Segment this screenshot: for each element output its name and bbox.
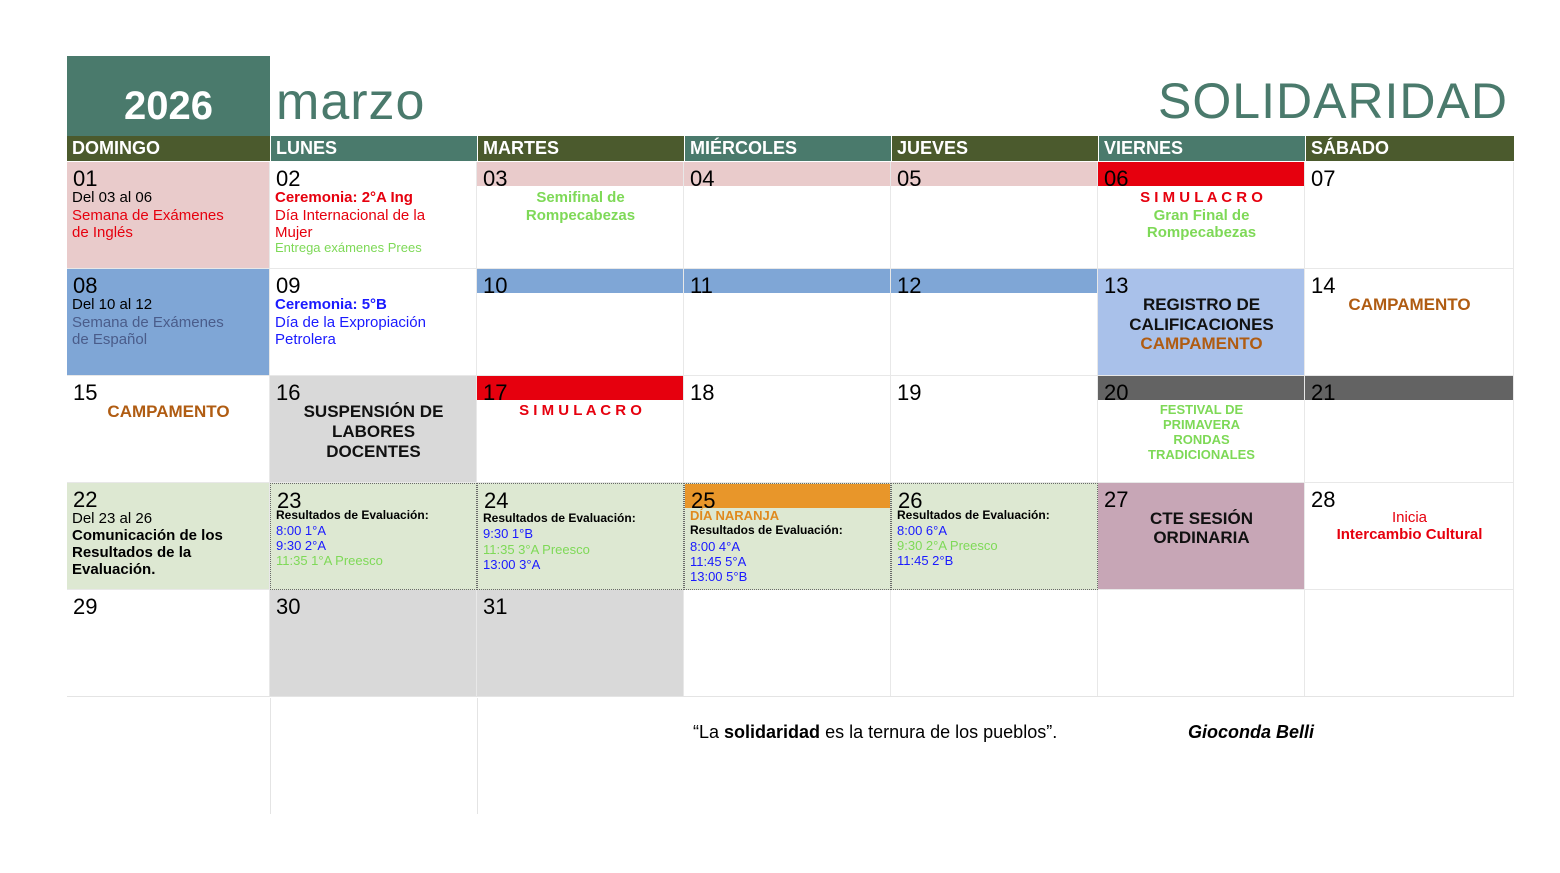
day-cell-07[interactable]: [1305, 162, 1514, 269]
day-cell-05[interactable]: [891, 162, 1098, 269]
day-cell-24[interactable]: [477, 483, 684, 590]
day-header-lunes: LUNES: [271, 136, 477, 161]
cell-text: CAMPAMENTO: [1140, 334, 1263, 353]
day-number: 02: [276, 166, 301, 191]
cell-text: Semana de Exámenes: [72, 314, 224, 331]
day-number: 04: [690, 166, 715, 191]
day-cell-31[interactable]: [477, 590, 684, 697]
empty-cell: [684, 590, 891, 697]
day-cell-13[interactable]: [1098, 269, 1305, 376]
quote-open: “La: [693, 722, 725, 742]
cell-text: DOCENTES: [326, 442, 421, 461]
cell-text: 13:00 5°B: [690, 569, 748, 584]
quote-rest: es la ternura de los pueblos”.: [820, 722, 1058, 742]
day-cell-29[interactable]: [67, 590, 270, 697]
day-number: 30: [276, 594, 301, 619]
cell-text: 9:30 1°B: [483, 526, 534, 541]
cell-text: Semana de Exámenes: [72, 207, 224, 224]
day-number: 22: [73, 487, 98, 512]
notes-divider: [270, 698, 271, 814]
cell-text: Día Internacional de la: [275, 207, 426, 224]
day-cell-09[interactable]: [270, 269, 477, 376]
month-title: marzo: [276, 73, 426, 131]
quote: [693, 722, 1057, 743]
day-header-miercoles: MIÉRCOLES: [685, 136, 891, 161]
day-number: 26: [898, 488, 923, 513]
cell-text: 11:35 3°A Preesco: [483, 542, 590, 557]
day-number: 25: [691, 488, 716, 513]
day-cell-15[interactable]: [67, 376, 270, 483]
cell-text: Resultados de Evaluación:: [897, 508, 1050, 522]
day-number: 29: [73, 594, 98, 619]
day-cell-01[interactable]: [67, 162, 270, 269]
notes-divider: [477, 698, 478, 814]
cell-text: Resultados de Evaluación:: [690, 523, 843, 537]
day-cell-14[interactable]: [1305, 269, 1514, 376]
day-cell-23[interactable]: [270, 483, 477, 590]
cell-text: Ceremonia: 2°A Ing: [275, 189, 413, 206]
cell-text: Del 10 al 12: [72, 296, 153, 313]
cell-text: de Español: [72, 331, 148, 348]
day-cell-28[interactable]: [1305, 483, 1514, 590]
day-number: 23: [277, 488, 302, 513]
day-number: 20: [1104, 380, 1129, 405]
cell-text: Rompecabezas: [525, 207, 636, 224]
cell-text: Mujer: [275, 224, 313, 241]
day-number: 06: [1104, 166, 1129, 191]
day-number: 12: [897, 273, 922, 298]
day-number: 15: [73, 380, 98, 405]
quote-author: Gioconda Belli: [1188, 722, 1315, 742]
day-header-viernes: VIERNES: [1099, 136, 1305, 161]
empty-cell: [1098, 590, 1305, 697]
cell-text: CTE SESIÓN: [1150, 509, 1253, 528]
day-number: 05: [897, 166, 922, 191]
day-cell-18[interactable]: [684, 376, 891, 483]
day-cell-11[interactable]: [684, 269, 891, 376]
cell-text: de Inglés: [72, 224, 133, 241]
theme-title: SOLIDARIDAD: [1158, 73, 1508, 129]
cell-text: Rompecabezas: [1146, 224, 1257, 241]
cell-text: Ceremonia: 5°B: [275, 296, 387, 313]
day-header-domingo: DOMINGO: [67, 136, 270, 161]
cell-text: Resultados de la: [72, 544, 192, 561]
quote-bold: solidaridad: [724, 722, 821, 742]
day-number: 13: [1104, 273, 1129, 298]
cell-text: Del 23 al 26: [72, 510, 153, 527]
cell-text: 8:00 6°A: [897, 523, 948, 538]
cell-text: Semifinal de: [536, 189, 625, 206]
day-cell-03[interactable]: [477, 162, 684, 269]
day-number: 27: [1104, 487, 1129, 512]
cell-text: Entrega exámenes Prees: [275, 240, 422, 255]
day-cell-16[interactable]: [270, 376, 477, 483]
cell-text: RONDAS: [1173, 432, 1230, 447]
cell-text: 11:35 1°A Preesco: [276, 553, 383, 568]
cell-text: Intercambio Cultural: [1336, 526, 1483, 543]
cell-text: 8:00 4°A: [690, 539, 741, 554]
day-cell-08[interactable]: [67, 269, 270, 376]
day-number: 28: [1311, 487, 1336, 512]
day-cell-21[interactable]: [1305, 376, 1514, 483]
day-number: 09: [276, 273, 301, 298]
cell-text: S I M U L A C R O: [1140, 189, 1263, 206]
cell-text: CAMPAMENTO: [1348, 295, 1471, 314]
cell-text: CAMPAMENTO: [107, 402, 230, 421]
cell-text: Evaluación.: [72, 561, 156, 578]
cell-text: Gran Final de: [1153, 207, 1250, 224]
cell-text: CALIFICACIONES: [1129, 315, 1274, 334]
cell-text: TRADICIONALES: [1148, 447, 1255, 462]
day-cell-17[interactable]: [477, 376, 684, 483]
cell-text: Inicia: [1391, 509, 1428, 526]
cell-text: SUSPENSIÓN DE: [303, 402, 444, 421]
day-cell-12[interactable]: [891, 269, 1098, 376]
cell-text: S I M U L A C R O: [519, 402, 642, 419]
day-number: 14: [1311, 273, 1336, 298]
day-number: 16: [276, 380, 301, 405]
cell-text: DÍA NARANJA: [690, 508, 780, 523]
day-number: 08: [73, 273, 98, 298]
cell-text: 8:00 1°A: [276, 523, 327, 538]
day-number: 19: [897, 380, 922, 405]
day-cell-20[interactable]: [1098, 376, 1305, 483]
cell-text: 9:30 2°A: [276, 538, 327, 553]
notes-divider: [67, 696, 1514, 697]
day-cell-27[interactable]: [1098, 483, 1305, 590]
cell-text: LABORES: [331, 422, 416, 441]
day-number: 07: [1311, 166, 1336, 191]
day-cell-02[interactable]: [270, 162, 477, 269]
day-cell-26[interactable]: [891, 483, 1098, 590]
cell-text: 13:00 3°A: [483, 557, 541, 572]
cell-text: Comunicación de los: [72, 527, 223, 544]
day-number: 03: [483, 166, 508, 191]
day-number: 11: [690, 273, 713, 298]
day-number: 24: [484, 488, 509, 513]
day-cell-22[interactable]: [67, 483, 270, 590]
day-number: 18: [690, 380, 715, 405]
cell-text: 9:30 2°A Preesco: [897, 538, 998, 553]
day-header-jueves: JUEVES: [892, 136, 1098, 161]
day-number: 21: [1311, 380, 1336, 405]
cell-text: ORDINARIA: [1153, 528, 1250, 547]
day-cell-06[interactable]: [1098, 162, 1305, 269]
day-cell-30[interactable]: [270, 590, 477, 697]
day-cell-04[interactable]: [684, 162, 891, 269]
day-cell-19[interactable]: [891, 376, 1098, 483]
day-number: 01: [73, 166, 98, 191]
empty-cell: [891, 590, 1098, 697]
day-cell-10[interactable]: [477, 269, 684, 376]
cell-text: Petrolera: [275, 331, 336, 348]
day-header-sabado: SÁBADO: [1306, 136, 1514, 161]
cell-text: Del 03 al 06: [72, 189, 153, 206]
cell-text: Día de la Expropiación: [275, 314, 426, 331]
year-label: 2026: [124, 84, 213, 128]
cell-text: 11:45 2°B: [897, 553, 954, 568]
day-number: 17: [483, 380, 508, 405]
empty-cell: [1305, 590, 1514, 697]
day-cell-25[interactable]: [684, 483, 891, 590]
cell-text: Resultados de Evaluación:: [483, 511, 636, 525]
day-number: 10: [483, 273, 508, 298]
day-number: 31: [483, 594, 508, 619]
cell-text: FESTIVAL DE: [1159, 402, 1244, 417]
cell-text: REGISTRO DE: [1142, 295, 1261, 314]
day-header-martes: MARTES: [478, 136, 684, 161]
cell-text: PRIMAVERA: [1162, 417, 1241, 432]
cell-text: 11:45 5°A: [690, 554, 747, 569]
cell-text: Resultados de Evaluación:: [276, 508, 429, 522]
